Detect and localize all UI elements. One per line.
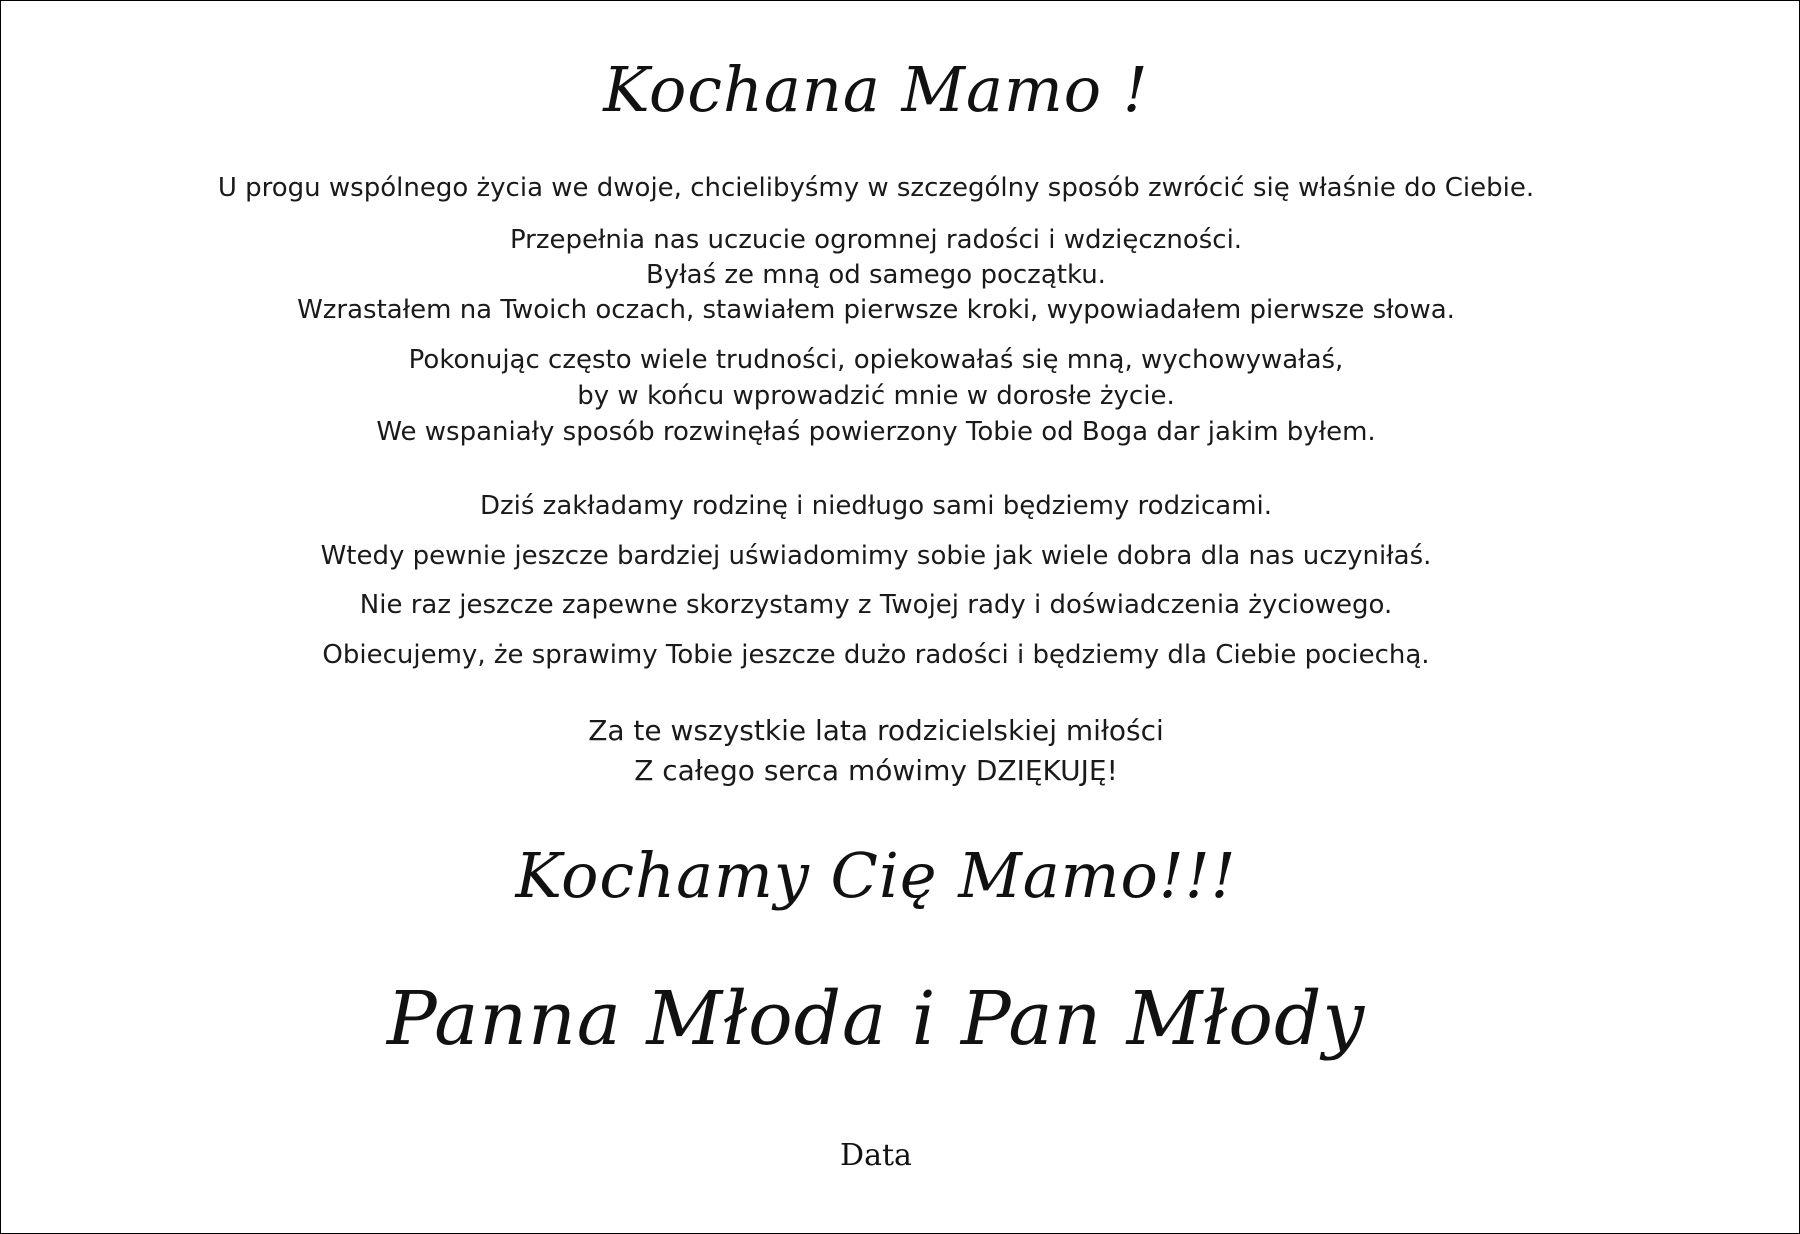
letter-line-12: Za te wszystkie lata rodzicielskiej miłości <box>588 714 1164 747</box>
letter-content <box>206 1 1546 1233</box>
letter-line-3: Byłaś ze mną od samego początku. <box>646 260 1106 290</box>
letter-line-10: Nie raz jeszcze zapewne skorzystamy z Twojej rady i doświadczenia życiowego. <box>359 590 1393 620</box>
date-label: Data <box>840 1138 912 1173</box>
letter-line-9: Wtedy pewnie jeszcze bardziej uświadomimy sobie jak wiele dobra dla nas uczyniłaś. <box>320 541 1432 571</box>
letter-line-11: Obiecujemy, że sprawimy Tobie jeszcze dużo radości i będziemy dla Ciebie pociechą. <box>322 640 1430 670</box>
signature: Panna Młoda i Pan Młody <box>386 976 1366 1062</box>
letter-line-13: Z całego serca mówimy DZIĘKUJĘ! <box>634 754 1118 787</box>
letter-line-2: Przepełnia nas uczucie ogromnej radości i wdzięczności. <box>509 225 1243 255</box>
letter-line-5: Pokonując często wiele trudności, opiekowałaś się mną, wychowywałaś, <box>408 345 1344 375</box>
letter-line-1: U progu wspólnego życia we dwoje, chcielibyśmy w szczególny sposób zwrócić się właśnie do Ciebie. <box>217 173 1535 203</box>
letter-line-7: We wspaniały sposób rozwinęłaś powierzony Tobie od Boga dar jakim byłem. <box>376 417 1376 447</box>
letter-line-8: Dziś zakładamy rodzinę i niedługo sami będziemy rodzicami. <box>479 491 1273 521</box>
closing-line: Kochamy Cię Mamo!!! <box>515 839 1237 912</box>
letter-line-4: Wzrastałem na Twoich oczach, stawiałem pierwsze kroki, wypowiadałem pierwsze słowa. <box>297 295 1455 325</box>
letter-line-6: by w końcu wprowadzić mnie w dorosłe życie. <box>577 381 1175 411</box>
letter-title: Kochana Mamo ! <box>603 53 1149 126</box>
